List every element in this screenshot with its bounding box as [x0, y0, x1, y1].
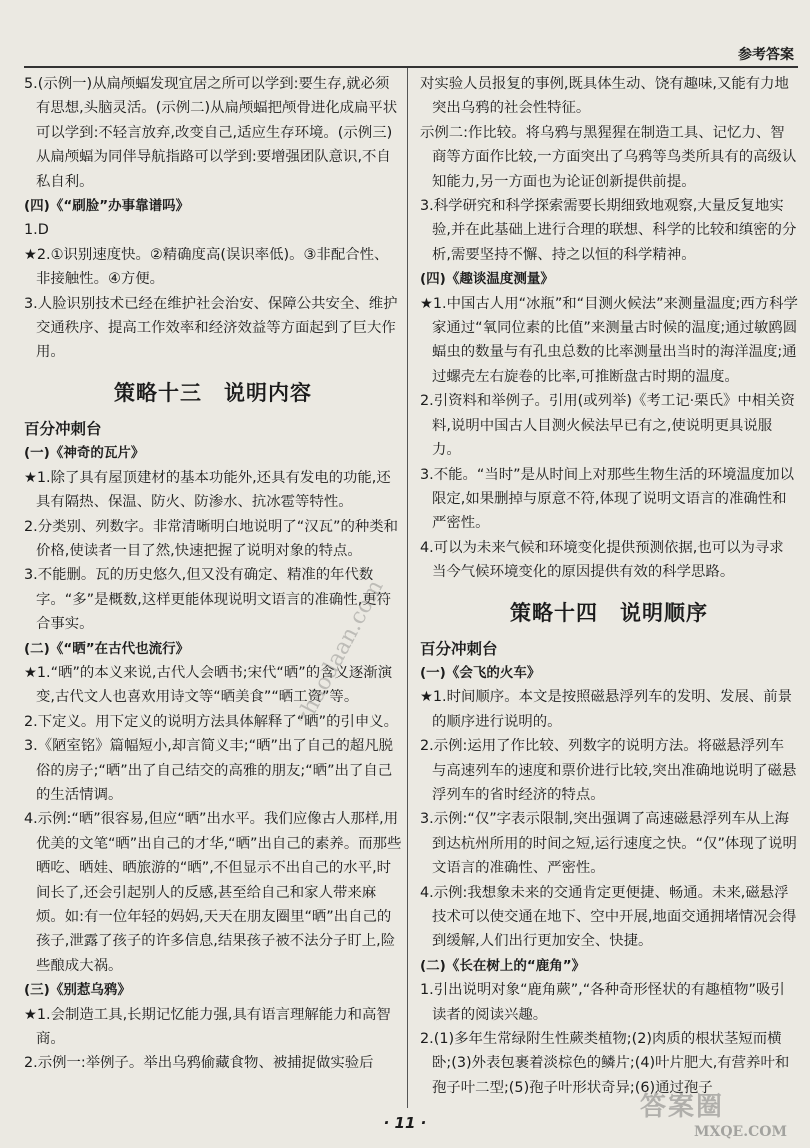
article-heading: (一)《神奇的瓦片》	[24, 445, 145, 462]
answer-item: 3.不能删。瓦的历史悠久,但又没有确定、精准的年代数字。“多”是概数,这样更能体现说明文语言的准确性,更符合事实。	[24, 567, 392, 633]
article-heading: (一)《会飞的火车》	[420, 664, 541, 681]
answer-item: 示例二:作比较。将乌鸦与黑猩猩在制造工具、记忆力、智商等方面作比较,一方面突出了乌鸦等鸟类所具有的高级认知能力,另一方面也为论证创新提供前提。	[420, 124, 797, 190]
watermark-diagonal: zhaodaan.com	[291, 575, 389, 730]
right-column	[420, 72, 798, 1100]
article-heading: (二)《长在树上的“鹿角”》	[420, 957, 586, 974]
answer-item: 3.《陋室铭》篇幅短小,却言简义丰;“晒”出了自己的超凡脱俗的房子;“晒”出了自己结交的高雅的朋友;“晒”出了自己的生活情调。	[24, 738, 394, 803]
answer-item: 3.人脸识别技术已经在维护社会治安、保障公共安全、维护交通秩序、提高工作效率和经济效益等方面起到了巨大作用。	[24, 295, 398, 361]
answer-item: 3.示例:“仅”字表示限制,突出强调了高速磁悬浮列车从上海到达杭州所用的时间之短,运行速度之快。“仅”体现了说明文语言的准确性、严密性。	[420, 811, 797, 877]
answer-item: 2.引资料和举例子。引用(或列举)《考工记·栗氏》中相关资料,说明中国古人目测火候法早已有之,使说明更具说服力。	[420, 393, 795, 459]
answer-item: 2.分类别、列数字。非常清晰明白地说明了“汉瓦”的种类和价格,使读者一目了然,快速把握了说明对象的特点。	[24, 518, 399, 559]
answer-item: ★1.除了具有屋顶建材的基本功能外,还具有发电的功能,还具有隔热、保温、防火、防渗水、抗冰雹等特性。	[24, 469, 391, 511]
article-heading: (四)《“刷脸”办事靠谱吗》	[24, 198, 190, 215]
column-divider	[407, 68, 408, 1108]
header-rule	[24, 66, 798, 68]
answer-item: 对实验人员报复的事例,既具体生动、饶有趣味,又能有力地突出乌鸦的社会性特征。	[420, 76, 789, 117]
answer-item: 4.示例:“晒”很容易,但应“晒”出水平。我们应像古人那样,用优美的文笔“晒”出自己的才华,“晒”出自己的素养。而那些晒吃、晒娃、晒旅游的“晒”,不但显示不出自己的水平,时间长了,还会引起别人的反感,甚至给自己和家人带来麻烦。如:有一位年轻的妈妈,天天在朋友圈里“晒”出自己的孩子,泄露了孩子的许多信息,结果孩子被不法分子盯上,险些酿成大祸。	[24, 811, 402, 974]
article-heading: (四)《趣谈温度测量》	[420, 271, 554, 288]
answer-item: 3.不能。“当时”是从时间上对那些生物生活的环境温度加以限定,如果删掉与原意不符,体现了说明文语言的准确性和严密性。	[420, 466, 795, 532]
answer-item: ★1.“晒”的本义来说,古代人会晒书;宋代“晒”的含义逐渐演变,古代文人也喜欢用诗文等“晒美食”“晒工资”等。	[24, 664, 393, 706]
answer-item: 2.下定义。用下定义的说明方法具体解释了“晒”的引申义。	[24, 713, 399, 730]
page-number: · 11 ·	[383, 1114, 427, 1132]
answer-item: ★1.中国古人用“冰瓶”和“目测火候法”来测量温度;西方科学家通过“氧同位素的比值”来测量古时候的温度;通过敏鸥圆蝠虫的数量与有孔虫总数的比率测量出当时的海洋温度;通过螺壳左右旋卷的比率,可推断盘古时期的温度。	[420, 295, 798, 385]
answer-item: ★1.时间顺序。本文是按照磁悬浮列车的发明、发展、前景的顺序进行说明的。	[420, 689, 793, 730]
answer-item: 1.引出说明对象“鹿角蕨”,“各种奇形怪状的有趣植物”吸引读者的阅读兴趣。	[420, 982, 785, 1023]
answer-item: ★1.会制造工具,长期记忆能力强,具有语言理解能力和高智商。	[24, 1006, 391, 1048]
section-title: 策略十三 说明内容	[114, 380, 312, 405]
article-heading: (二)《“晒”在古代也流行》	[24, 640, 190, 657]
answer-item: 5.(示例一)从扁颅蝠发现宜居之所可以学到:要生存,就必须有思想,头脑灵活。(示例二)从扁颅蝠把颅骨进化成扁平状可以学到:不轻言放弃,改变自己,适应生存环境。(示例三)从扁颅蝠为同伴导航指路可以学到:要增强团队意识,不自私自利。	[24, 76, 398, 190]
watermark-logo: 答案圈	[640, 1092, 725, 1122]
left-column	[24, 72, 402, 1076]
answer-item: 4.可以为未来气候和环境变化提供预测依据,也可以为寻求当今气候环境变化的原因提供有效的科学思路。	[420, 539, 784, 581]
header-label: 参考答案	[738, 47, 794, 63]
answer-item: ★2.①识别速度快。②精确度高(误识率低)。③非配合性、非接触性。④方便。	[24, 246, 389, 288]
section-title: 策略十四 说明顺序	[510, 600, 708, 625]
subsection-heading: 百分冲刺台	[420, 639, 498, 658]
article-heading: (三)《别惹乌鸦》	[24, 982, 131, 999]
answer-item: 2.(1)多年生常绿附生性蕨类植物;(2)肉质的根状茎短而横卧;(3)外表包裹着淡棕色的鳞片;(4)叶片肥大,有营养叶和孢子叶二型;(5)孢子叶形状奇异;(6)通过孢子	[420, 1031, 790, 1096]
answer-item: 1.D	[24, 222, 49, 239]
answer-item: 4.示例:我想象未来的交通肯定更便捷、畅通。未来,磁悬浮技术可以使交通在地下、空中开展,地面交通拥堵情况会得到缓解,人们出行更加安全、快捷。	[420, 884, 797, 950]
answer-item: 2.示例:运用了作比较、列数字的说明方法。将磁悬浮列车与高速列车的速度和票价进行比较,突出准确地说明了磁悬浮列车的省时经济的特点。	[420, 738, 797, 803]
answer-item: 3.科学研究和科学探索需要长期细致地观察,大量反复地实验,并在此基础上进行合理的联想、科学的比较和缜密的分析,需要坚持不懈、持之以恒的科学精神。	[420, 198, 797, 263]
answer-item: 2.示例一:举例子。举出乌鸦偷藏食物、被捕捉做实验后	[24, 1055, 374, 1072]
subsection-heading: 百分冲刺台	[24, 419, 102, 438]
watermark-url: MXQE.COM	[694, 1124, 787, 1140]
